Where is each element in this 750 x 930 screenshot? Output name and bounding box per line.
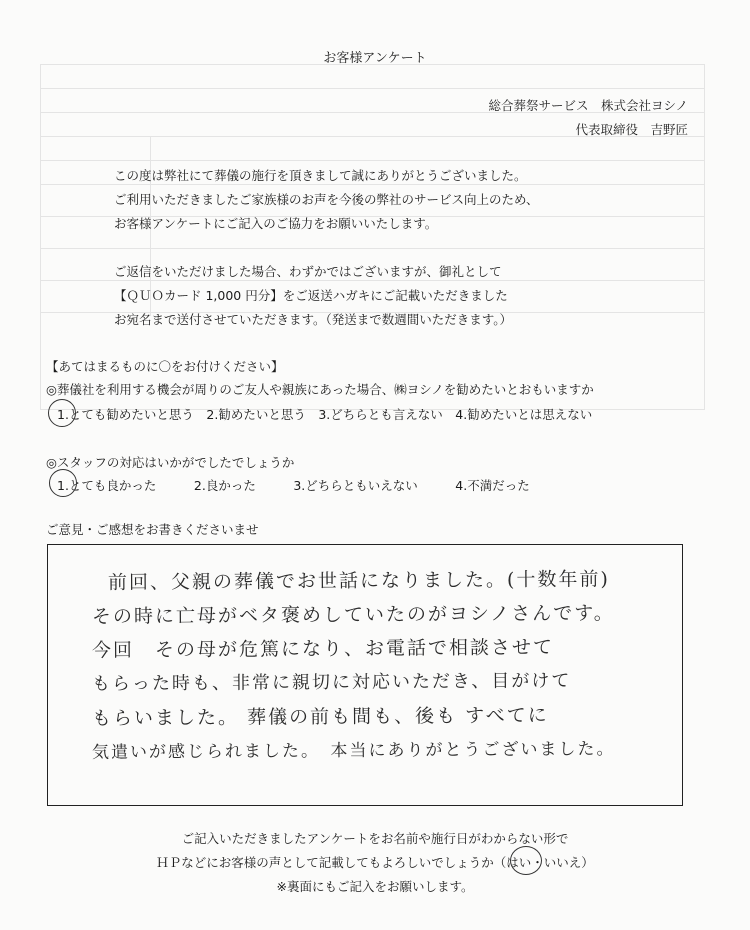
intro-line-6: お宛名まで送付させていただきます。（発送まで数週間いただきます。） xyxy=(114,312,513,327)
selection-circle-q2 xyxy=(49,469,77,497)
intro-line-2: ご利用いただきましたご家族様のお声を今後の弊社のサービス向上のため、 xyxy=(114,192,539,207)
reverse-side-note: ※裏面にもご記入をお願いします。 xyxy=(276,879,474,894)
comments-label: ご意見・ご感想をお書きくださいませ xyxy=(46,522,259,537)
handwritten-line-6: 気遣いが感じられました。 本当にありがとうございました。 xyxy=(91,739,616,763)
page-title: お客様アンケート xyxy=(323,51,427,66)
intro-line-1: この度は弊社にて葬儀の施行を頂きまして誠にありがとうございました。 xyxy=(114,168,527,183)
question-2-text: ◎スタッフの対応はいかがでしたでしょうか xyxy=(46,455,295,470)
consent-line-2[interactable]: ＨＰなどにお客様の声として記載してもよろしいでしょうか（はい・いいえ） xyxy=(156,855,594,870)
handwritten-line-3: 今回 その母が危篤になり、お電話で相談させて xyxy=(91,636,555,662)
selection-circle-consent xyxy=(510,846,542,875)
question-1-text: ◎葬儀社を利用する機会が周りのご友人や親族にあった場合、㈱ヨシノを勧めたいとおもいますか xyxy=(46,382,594,397)
intro-line-3: お客様アンケートにご記入のご協力をお願いいたします。 xyxy=(114,216,438,231)
consent-line-1: ご記入いただきましたアンケートをお名前や施行日がわからない形で xyxy=(181,831,569,846)
handwritten-line-1: 前回、父親の葬儀でお世話になりました。(十数年前) xyxy=(107,568,610,594)
intro-line-5: 【ＱＵＯカード 1,000 円分】をご返送ハガキにご記載いただきました xyxy=(114,288,508,303)
company-name: 総合葬祭サービス 株式会社ヨシノ xyxy=(488,98,688,113)
question-2-options[interactable]: 1.とても良かった 2.良かった 3.どちらともいえない 4.不満だった xyxy=(57,478,530,493)
intro-line-4: ご返信をいただけました場合、わずかではございますが、御礼として xyxy=(114,264,502,279)
handwritten-line-5: もらいました。 葬儀の前も間も、後も すべてに xyxy=(91,704,549,730)
handwritten-line-2: その時に亡母がベタ褒めしていたのがヨシノさんです。 xyxy=(91,602,615,628)
representative-name: 代表取締役 吉野匠 xyxy=(575,122,688,137)
instruction: 【あてはまるものに〇をお付けください】 xyxy=(46,359,284,374)
question-1-options[interactable]: 1.とても勧めたいと思う 2.勧めたいと思う 3.どちらとも言えない 4.勧めたいとは思えない xyxy=(57,407,593,422)
selection-circle-q1 xyxy=(48,399,76,427)
handwritten-line-4: もらった時も、非常に親切に対応いただき、目がけて xyxy=(91,670,572,695)
